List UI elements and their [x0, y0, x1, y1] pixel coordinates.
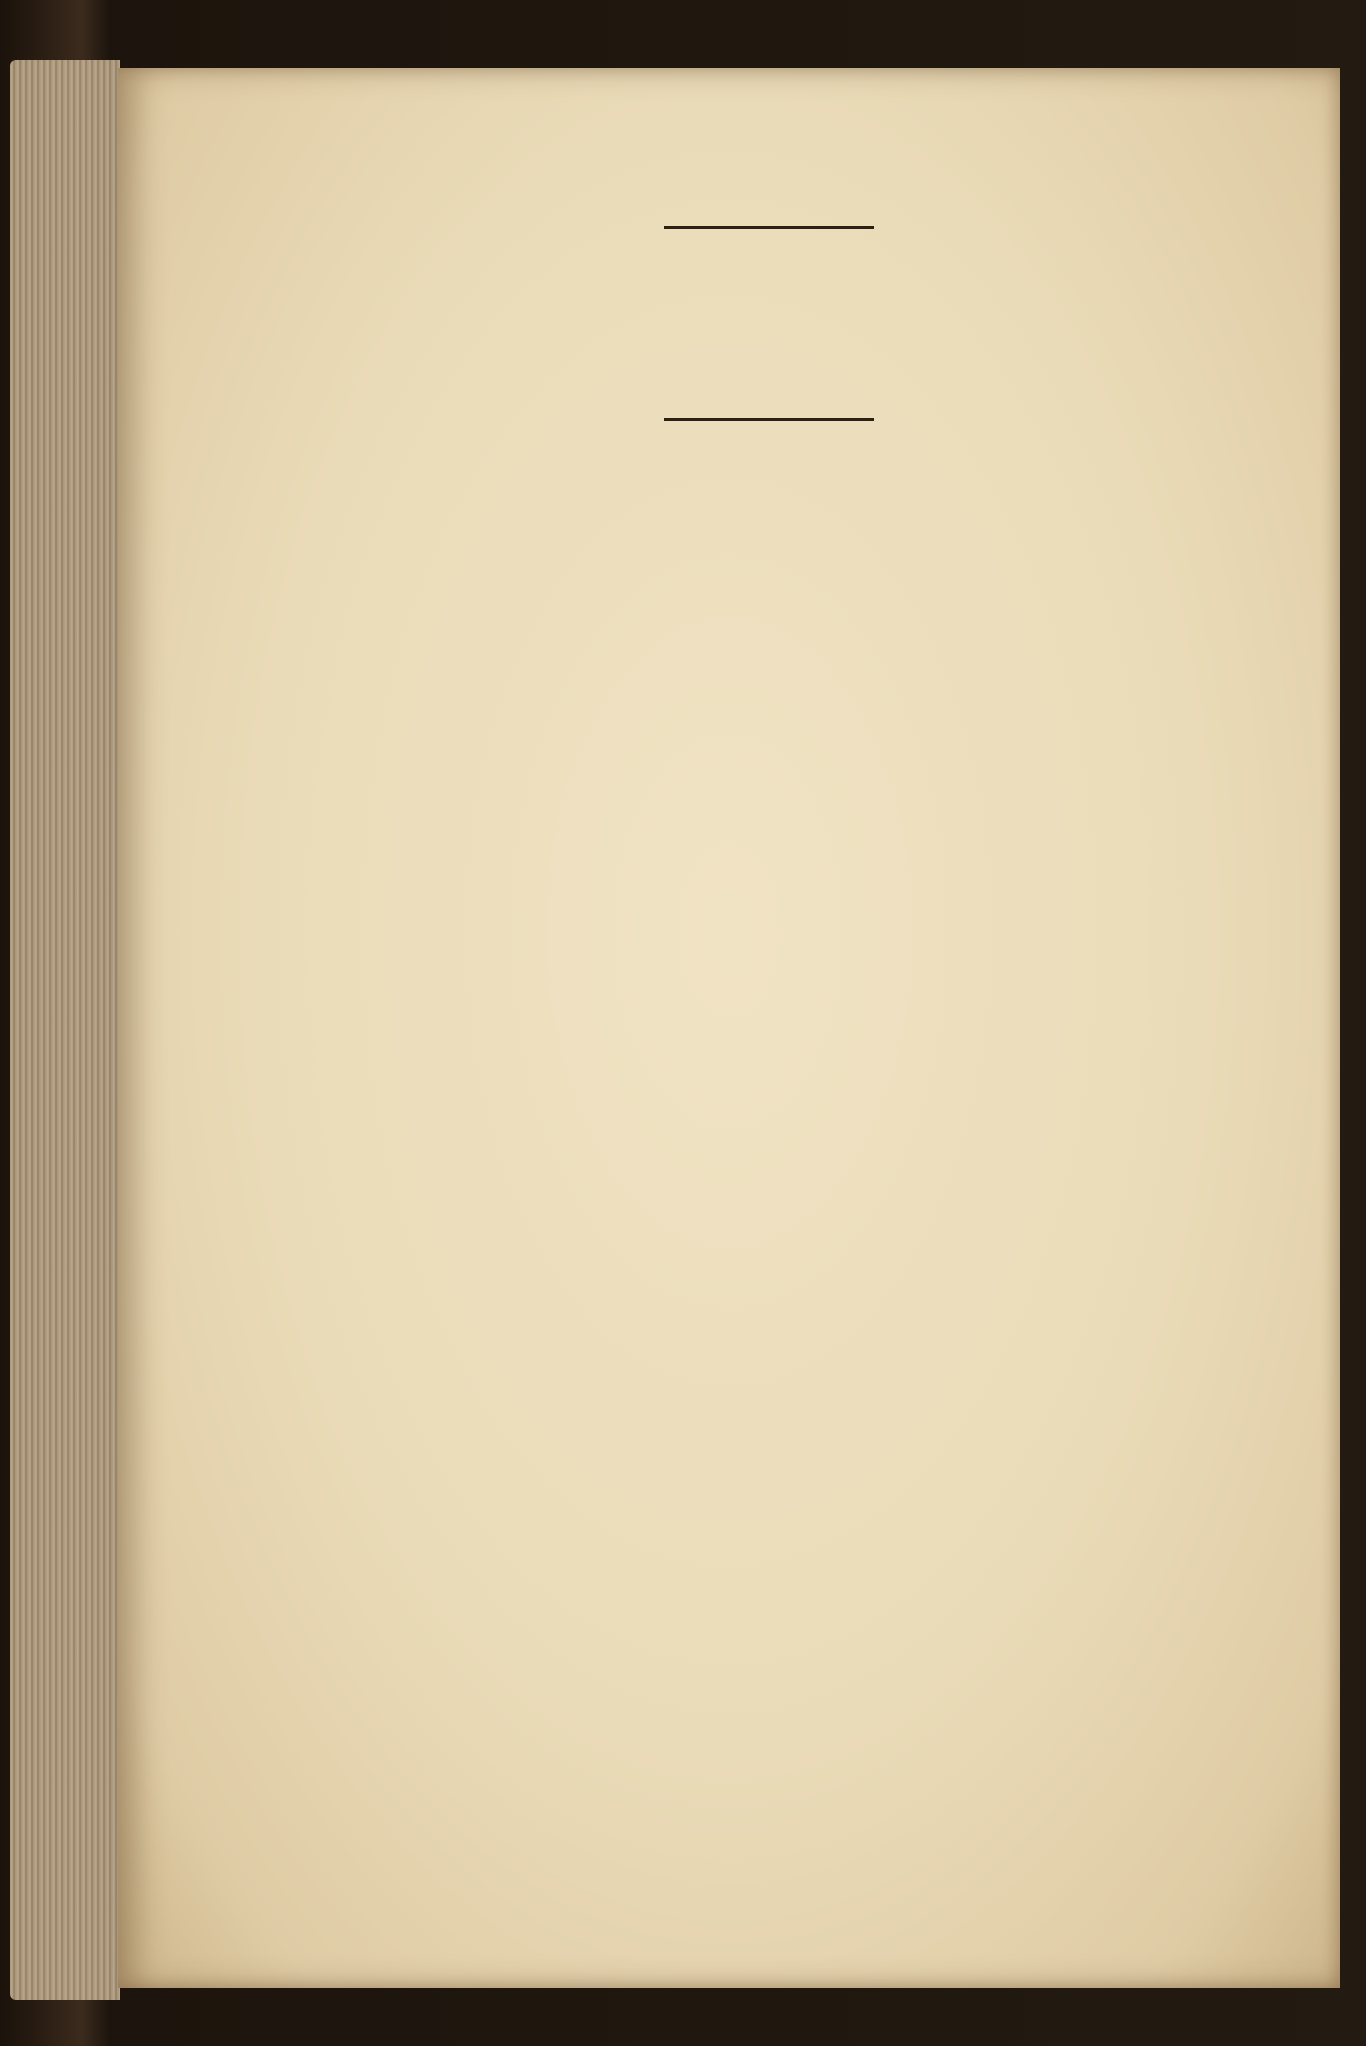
page-edges: [10, 60, 120, 2000]
book-page: [118, 68, 1340, 1988]
section-divider: [664, 418, 874, 421]
page-number-rule: [664, 226, 874, 229]
